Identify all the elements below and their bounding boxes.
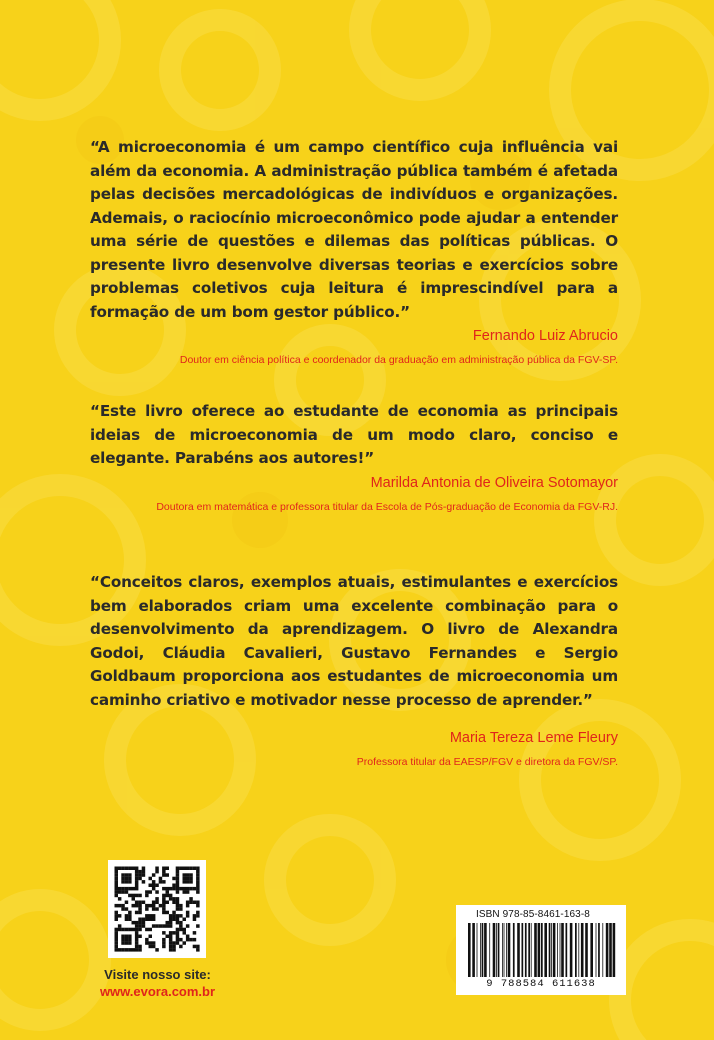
isbn-barcode [456,905,626,995]
barcode-bars [464,923,618,979]
testimonial-2 [90,400,618,513]
testimonial-3 [90,571,618,768]
testimonial-quote: “Este livro oferece ao estudante de economia as principais ideias de microeconomia de um modo claro, conciso e elegante. Parabéns aos autores!” [90,402,618,467]
testimonial-author: Marilda Antonia de Oliveira Sotomayor [370,474,618,491]
website-promo [80,966,235,1000]
testimonial-author: Maria Tereza Leme Fleury [449,730,618,746]
qr-code-graphic [108,860,206,958]
testimonial-credential: Doutor em ciência política e coordenador da graduação em administração pública da FGV-SP. [179,354,618,366]
testimonial-quote: “Conceitos claros, exemplos atuais, estimulantes e exercícios bem elaborados criam uma excelente combinação para o desenvolvimento da aprendizagem. O livro de Alexandra Godoi, Cláudia Cavalieri, Gustavo Fernandes e Sergio Goldbaum proporciona aos estudantes de microeconomia um caminho criativo e motivador nesse processo de aprender.” [90,573,618,709]
testimonial-credential: Professora titular da EAESP/FGV e diretora da FGV/SP. [356,756,618,768]
qr-code[interactable] [108,860,206,958]
isbn-label: ISBN 978-85-8461-163-8 [476,909,590,920]
barcode-digits: 9 788584 611638 [486,978,596,990]
website-link[interactable]: www.evora.com.br [99,984,216,999]
website-label: Visite nosso site: [104,967,211,982]
testimonial-credential: Doutora em matemática e professora titular da Escola de Pós-graduação de Economia da FGV-RJ. [156,500,618,513]
testimonial-author: Fernando Luiz Abrucio [472,328,618,344]
testimonial-1 [90,136,618,366]
testimonial-quote: “A microeconomia é um campo científico cuja influência vai além da economia. A administração pública também é afetada pelas decisões mercadológicas de indivíduos e organizações. Ademais, o raciocínio microeconômico pode ajudar a entender uma série de questões e dilemas das políticas públicas. O presente livro desenvolve diversas teorias e exercícios sobre problemas coletivos cuja leitura é imprescindível para a formação de um bom gestor público.” [90,138,618,321]
